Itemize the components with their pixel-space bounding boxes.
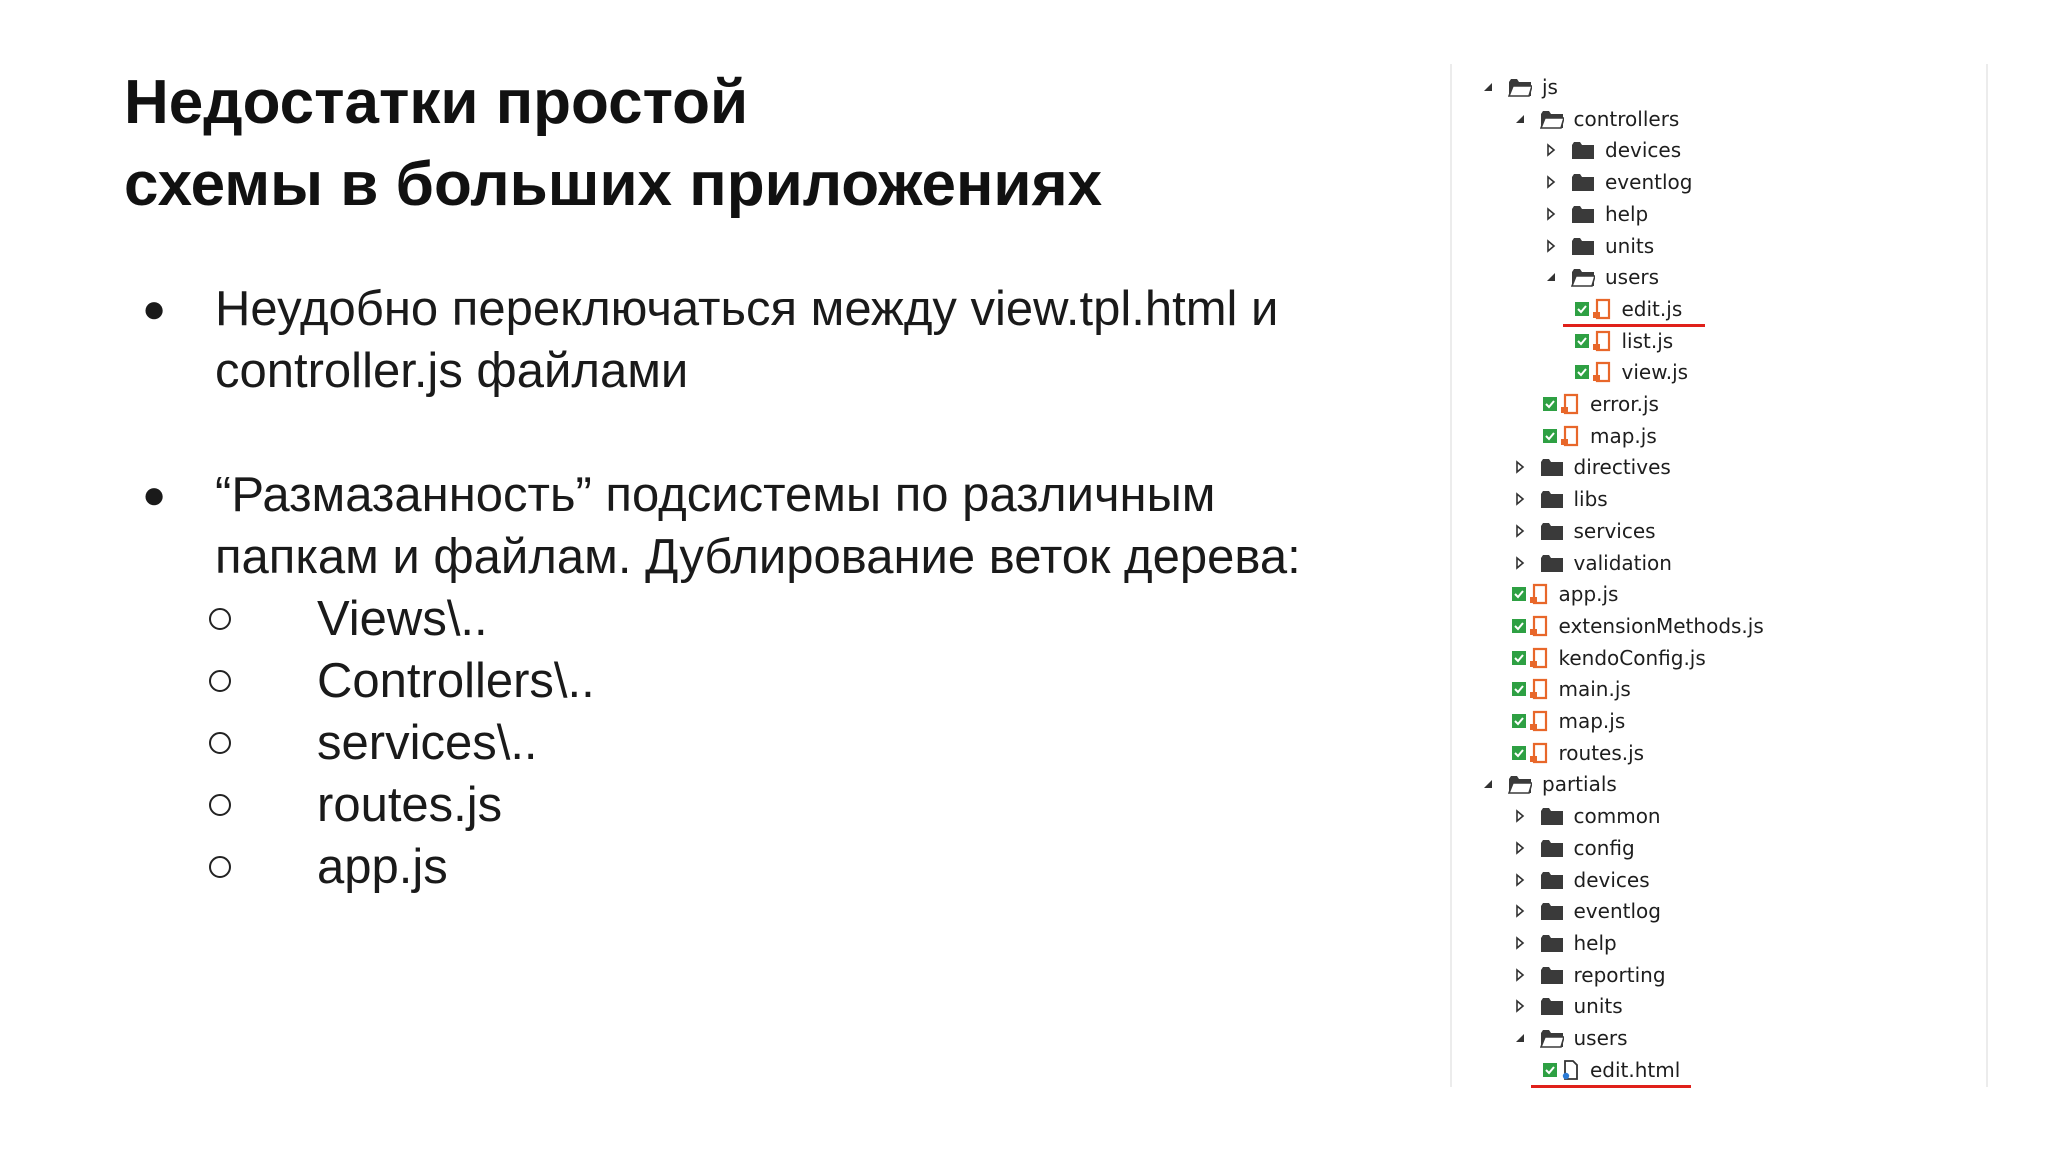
js-file-icon: [1560, 393, 1580, 415]
folder-icon: [1540, 553, 1564, 573]
js-file-icon: [1529, 710, 1549, 732]
tree-folder-row[interactable]: [1512, 484, 1608, 514]
tree-item-label: eventlog: [1573, 899, 1661, 924]
tree-file-row[interactable]: [1512, 706, 1626, 736]
tree-item-label: units: [1573, 994, 1623, 1019]
tree-file-row[interactable]: [1512, 643, 1706, 673]
red-underline-mark: [1531, 1085, 1691, 1088]
tree-item-label: common: [1573, 804, 1661, 829]
js-file-icon: [1529, 742, 1549, 764]
sub-bullet-item: [215, 774, 1390, 836]
folder-icon: [1540, 901, 1564, 921]
js-file-icon: [1560, 425, 1580, 447]
tree-item-label: map.js: [1590, 423, 1657, 448]
checked-in-icon: [1512, 587, 1526, 601]
tree-folder-row[interactable]: [1543, 262, 1659, 292]
tree-folder-row[interactable]: [1512, 516, 1656, 546]
sub-bullet-item: [215, 836, 1390, 898]
cropped-row-fragment: [1523, 56, 1633, 64]
js-file-icon: [1529, 647, 1549, 669]
tree-item-label: validation: [1573, 550, 1672, 575]
tree-folder-row[interactable]: [1512, 452, 1671, 482]
js-file-icon: [1529, 583, 1549, 605]
sub-bullet-item: [215, 712, 1390, 774]
tree-item-label: reporting: [1573, 962, 1666, 987]
folder-icon: [1571, 236, 1595, 256]
checked-in-icon: [1512, 682, 1526, 696]
sub-bullet-text: Views\..: [317, 592, 488, 646]
folder-icon: [1571, 140, 1595, 160]
tree-file-row[interactable]: [1512, 674, 1631, 704]
title-line-1: Недостатки простой: [124, 68, 749, 137]
tree-folder-row[interactable]: [1512, 928, 1617, 958]
circle-bullet-icon: [209, 856, 231, 878]
tree-folder-row[interactable]: [1512, 865, 1650, 895]
tree-folder-row[interactable]: [1480, 72, 1558, 102]
folder-open-icon: [1508, 77, 1532, 97]
tree-file-row[interactable]: [1575, 326, 1674, 356]
checked-in-icon: [1512, 651, 1526, 665]
tree-item-label: devices: [1605, 138, 1682, 163]
js-file-icon: [1592, 361, 1612, 383]
slide-title: [124, 62, 1102, 226]
tree-item-label: js: [1542, 75, 1558, 99]
bullet-text-line: Неудобно переключаться между view.tpl.html и: [215, 282, 1279, 336]
collapsed-arrow-icon[interactable]: [1512, 460, 1528, 474]
js-file-icon: [1592, 298, 1612, 320]
checked-in-icon: [1543, 1063, 1557, 1077]
tree-folder-row[interactable]: [1543, 231, 1654, 261]
tree-folder-row[interactable]: [1512, 896, 1661, 926]
tree-folder-row[interactable]: [1512, 960, 1666, 990]
js-file-icon: [1592, 330, 1612, 352]
collapsed-arrow-icon[interactable]: [1512, 904, 1528, 918]
circle-bullet-icon: [209, 670, 231, 692]
checked-in-icon: [1512, 714, 1526, 728]
tree-folder-row[interactable]: [1543, 199, 1648, 229]
tree-item-label: directives: [1573, 455, 1671, 480]
bullet-list: [140, 278, 1390, 898]
tree-file-row[interactable]: [1543, 389, 1659, 419]
bullet-item: [140, 464, 1390, 898]
collapsed-arrow-icon[interactable]: [1512, 841, 1528, 855]
collapsed-arrow-icon[interactable]: [1512, 968, 1528, 982]
tree-folder-row[interactable]: [1512, 1023, 1628, 1053]
checked-in-icon: [1543, 397, 1557, 411]
tree-file-row[interactable]: [1543, 421, 1657, 451]
expanded-arrow-icon[interactable]: [1543, 270, 1559, 284]
expanded-arrow-icon[interactable]: [1480, 777, 1496, 791]
tree-item-label: libs: [1573, 487, 1608, 512]
folder-icon: [1540, 933, 1564, 953]
title-line-2: схемы в больших приложениях: [124, 150, 1103, 219]
collapsed-arrow-icon[interactable]: [1512, 809, 1528, 823]
collapsed-arrow-icon[interactable]: [1543, 239, 1559, 253]
folder-icon: [1540, 996, 1564, 1016]
sub-bullet-text: app.js: [317, 840, 448, 894]
tree-item-label: users: [1605, 265, 1660, 290]
tree-folder-row[interactable]: [1512, 548, 1672, 578]
tree-item-label: edit.html: [1590, 1057, 1681, 1082]
tree-item-label: extensionMethods.js: [1558, 613, 1764, 638]
circle-bullet-icon: [209, 608, 231, 630]
collapsed-arrow-icon[interactable]: [1543, 207, 1559, 221]
tree-item-label: units: [1605, 233, 1655, 258]
folder-open-icon: [1540, 1028, 1564, 1048]
bullet-dot-icon: ●: [142, 287, 167, 331]
folder-open-icon: [1571, 267, 1595, 287]
bullet-text-line: “Размазанность” подсистемы по различным: [215, 468, 1216, 522]
folder-icon: [1540, 965, 1564, 985]
tree-item-label: kendoConfig.js: [1558, 645, 1706, 670]
collapsed-arrow-icon[interactable]: [1512, 556, 1528, 570]
tree-file-row[interactable]: [1512, 611, 1764, 641]
tree-item-label: error.js: [1590, 392, 1659, 416]
tree-item-label: controllers: [1573, 106, 1680, 131]
folder-icon: [1540, 838, 1564, 858]
js-file-icon: [1529, 678, 1549, 700]
collapsed-arrow-icon[interactable]: [1512, 999, 1528, 1013]
tree-item-label: help: [1573, 930, 1617, 955]
tree-folder-row[interactable]: [1480, 769, 1617, 799]
tree-item-label: devices: [1573, 867, 1650, 892]
tree-item-label: eventlog: [1605, 170, 1693, 195]
collapsed-arrow-icon[interactable]: [1543, 175, 1559, 189]
sub-bullet-text: routes.js: [317, 778, 503, 832]
collapsed-arrow-icon[interactable]: [1512, 873, 1528, 887]
bullet-dot-icon: ●: [142, 473, 167, 517]
tree-file-row[interactable]: [1575, 294, 1683, 324]
tree-item-label: view.js: [1621, 360, 1689, 385]
circle-bullet-icon: [209, 794, 231, 816]
collapsed-arrow-icon[interactable]: [1543, 143, 1559, 157]
collapsed-arrow-icon[interactable]: [1512, 936, 1528, 950]
folder-icon: [1540, 521, 1564, 541]
folder-icon: [1571, 204, 1595, 224]
checked-in-icon: [1512, 619, 1526, 633]
tree-item-label: main.js: [1558, 677, 1631, 702]
sub-bullet-text: services\..: [317, 716, 538, 770]
bullet-text-line: controller.js файлами: [215, 344, 689, 398]
folder-icon: [1540, 489, 1564, 509]
tree-item-label: config: [1573, 835, 1635, 860]
sub-bullet-item: [215, 650, 1390, 712]
html-file-icon: [1560, 1059, 1580, 1081]
folder-icon: [1571, 172, 1595, 192]
tree-file-row[interactable]: [1512, 579, 1619, 609]
js-file-icon: [1529, 615, 1549, 637]
tree-item-label: map.js: [1558, 709, 1626, 733]
folder-icon: [1540, 870, 1564, 890]
tree-item-label: services: [1573, 518, 1656, 543]
tree-item-label: users: [1573, 1026, 1628, 1050]
checked-in-icon: [1543, 429, 1557, 443]
circle-bullet-icon: [209, 732, 231, 754]
checked-in-icon: [1512, 746, 1526, 760]
tree-item-label: partials: [1542, 772, 1617, 797]
tree-folder-row[interactable]: [1543, 167, 1692, 197]
tree-item-label: routes.js: [1558, 740, 1645, 765]
collapsed-arrow-icon[interactable]: [1512, 524, 1528, 538]
folder-open-icon: [1508, 774, 1532, 794]
expanded-arrow-icon[interactable]: [1512, 1031, 1528, 1045]
tree-file-row[interactable]: [1575, 357, 1689, 387]
expanded-arrow-icon[interactable]: [1480, 80, 1496, 94]
tree-folder-row[interactable]: [1543, 135, 1681, 165]
tree-folder-row[interactable]: [1512, 801, 1661, 831]
sub-bullet-list: [215, 588, 1390, 898]
tree-item-label: edit.js: [1621, 296, 1683, 321]
expanded-arrow-icon[interactable]: [1512, 112, 1528, 126]
bullet-text-line: папкам и файлам. Дублирование веток дерева:: [215, 530, 1301, 584]
folder-icon: [1540, 457, 1564, 477]
tree-item-label: list.js: [1621, 328, 1674, 353]
tree-folder-row[interactable]: [1512, 833, 1635, 863]
checked-in-icon: [1575, 334, 1589, 348]
checked-in-icon: [1575, 365, 1589, 379]
collapsed-arrow-icon[interactable]: [1512, 492, 1528, 506]
tree-folder-row[interactable]: [1512, 104, 1680, 134]
tree-file-row[interactable]: [1512, 738, 1645, 768]
tree-item-label: help: [1605, 201, 1649, 226]
sub-bullet-text: Controllers\..: [317, 654, 595, 708]
sub-bullet-item: [215, 588, 1390, 650]
tree-item-label: app.js: [1558, 582, 1619, 607]
tree-folder-row[interactable]: [1512, 991, 1623, 1021]
folder-icon: [1540, 806, 1564, 826]
tree-file-row[interactable]: [1543, 1055, 1680, 1085]
bullet-item: [140, 278, 1390, 402]
checked-in-icon: [1575, 302, 1589, 316]
solution-explorer-tree: [1450, 64, 1988, 1087]
folder-open-icon: [1540, 109, 1564, 129]
